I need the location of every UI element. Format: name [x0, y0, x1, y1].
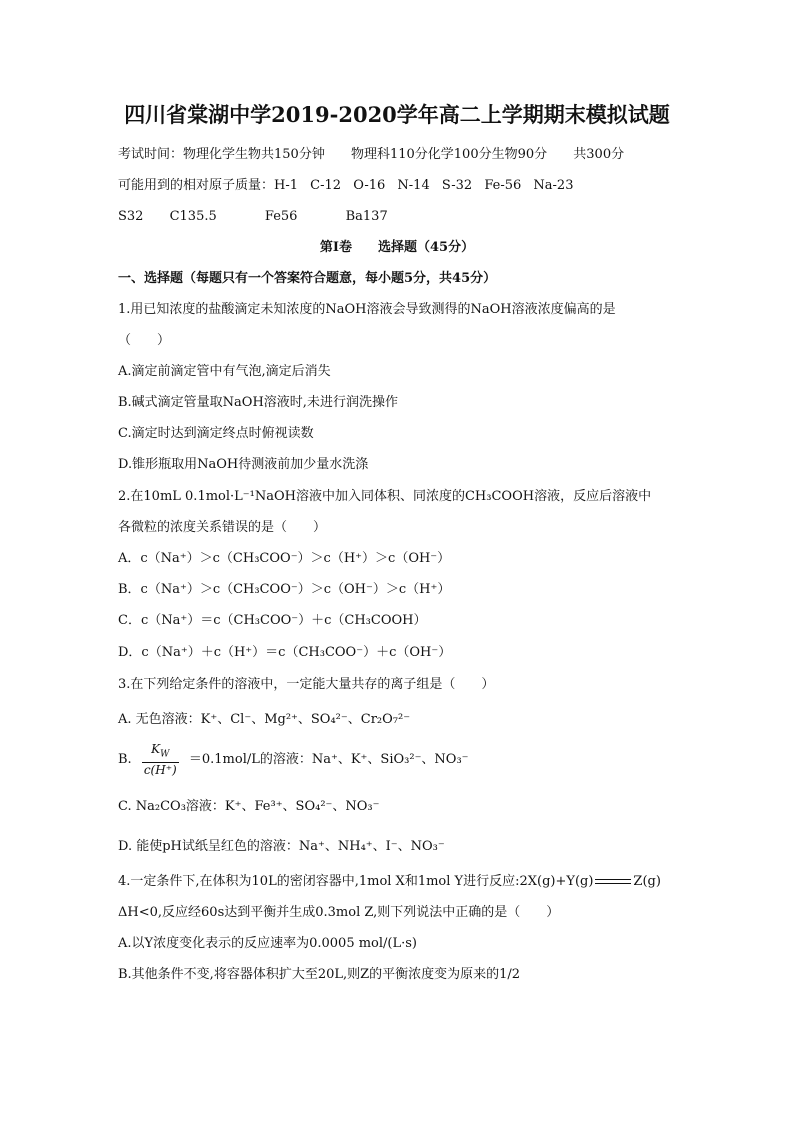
q3-option-b-prefix: B. [118, 752, 132, 767]
atomic-mass-item: Fe-56 [484, 178, 522, 193]
q4-stem-line-2: ΔH<0,反应经60s达到平衡并生成0.3mol Z,则下列说法中正确的是（ ） [118, 905, 560, 920]
q3-option-b-rest: ＝0.1mol/L的溶液：Na⁺、K⁺、SiO₃²⁻、NO₃⁻ [188, 752, 469, 767]
q1-stem: 1.用已知浓度的盐酸滴定未知浓度的NaOH溶液会导致测得的NaOH溶液浓度偏高的是 [118, 302, 616, 317]
atomic-mass-item: C-12 [310, 178, 342, 193]
kw-subscript: W [160, 749, 170, 760]
exam-scores: 物理科110分化学100分生物90分 [350, 147, 548, 162]
q3-option-d: D. 能使pH试纸呈红色的溶液：Na⁺、NH₄⁺、I⁻、NO₃⁻ [118, 839, 445, 854]
q2-option-d: D．c（Na⁺）＋c（H⁺）＝c（CH₃COO⁻）＋c（OH⁻） [118, 645, 452, 660]
q1-option-c: C.滴定时达到滴定终点时俯视读数 [118, 426, 314, 441]
q4-stem-part-b: Z(g) [633, 874, 661, 889]
q2-stem-line-2: 各微粒的浓度关系错误的是（ ） [118, 520, 327, 535]
q1-option-a: A.滴定前滴定管中有气泡,滴定后消失 [118, 364, 331, 379]
page-title: 四川省棠湖中学2019-2020学年高二上学期期末模拟试题 [124, 102, 670, 127]
q1-option-d: D.锥形瓶取用NaOH待测液前加少量水洗涤 [118, 457, 369, 472]
q2-option-c: C．c（Na⁺）＝c（CH₃COO⁻）＋c（CH₃COOH） [118, 613, 427, 628]
kw-numerator: K [151, 742, 161, 757]
atomic-mass-item: Fe56 [264, 209, 298, 224]
q4-stem-part-a: 4.一定条件下,在体积为10L的密闭容器中,1mol X和1mol Y进行反应:2X(g)+Y(g) [118, 874, 594, 889]
kw-fraction [142, 742, 179, 776]
atomic-mass-item: S32 [118, 209, 144, 224]
atomic-mass-item: O-16 [353, 178, 386, 193]
atomic-mass-item: 可能用到的相对原子质量：H-1 [118, 178, 299, 193]
exam-total: 共300分 [573, 147, 625, 162]
exam-time-line [118, 146, 624, 164]
atomic-masses-line-2 [118, 208, 388, 226]
equilibrium-arrow-icon [595, 877, 631, 887]
q2-option-b: B．c（Na⁺）＞c（CH₃COO⁻）＞c（OH⁻）＞c（H⁺） [118, 582, 451, 597]
q4-option-a: A.以Y浓度变化表示的反应速率为0.0005 mol/(L·s) [118, 936, 417, 951]
atomic-mass-item: S-32 [441, 178, 473, 193]
q3-option-c: C. Na₂CO₃溶液：K⁺、Fe³⁺、SO₄²⁻、NO₃⁻ [118, 799, 380, 814]
atomic-mass-item: N-14 [397, 178, 430, 193]
section-heading: 第Ⅰ卷 选择题（45分） [319, 240, 475, 255]
q3-option-a: A. 无色溶液：K⁺、Cl⁻、Mg²⁺、SO₄²⁻、Cr₂O₇²⁻ [118, 712, 411, 727]
atomic-mass-item: C135.5 [169, 209, 217, 224]
q3-stem: 3.在下列给定条件的溶液中，一定能大量共存的离子组是（ ） [118, 677, 495, 692]
q2-option-a: A．c（Na⁺）＞c（CH₃COO⁻）＞c（H⁺）＞c（OH⁻） [118, 551, 451, 566]
q2-stem-line-1: 2.在10mL 0.1mol·L⁻¹NaOH溶液中加入同体积、同浓度的CH₃COOH溶液，反应后溶液中 [118, 489, 652, 504]
q4-stem-line-1 [118, 873, 661, 891]
q1-answer-paren: （ ） [118, 333, 171, 348]
q1-option-b: B.碱式滴定管量取NaOH溶液时,未进行润洗操作 [118, 395, 398, 410]
q3-option-b [118, 742, 469, 778]
q4-option-b: B.其他条件不变,将容器体积扩大至20L,则Z的平衡浓度变为原来的1/2 [118, 967, 521, 982]
atomic-mass-item: Ba137 [345, 209, 388, 224]
part-one-heading: 一、选择题（每题只有一个答案符合题意，每小题5分，共45分） [118, 271, 497, 286]
atomic-mass-item: Na-23 [533, 178, 574, 193]
atomic-masses-line-1 [118, 177, 573, 195]
exam-time-label: 考试时间：物理化学生物共150分钟 [118, 147, 325, 162]
kw-denominator: c(H⁺) [143, 762, 177, 777]
